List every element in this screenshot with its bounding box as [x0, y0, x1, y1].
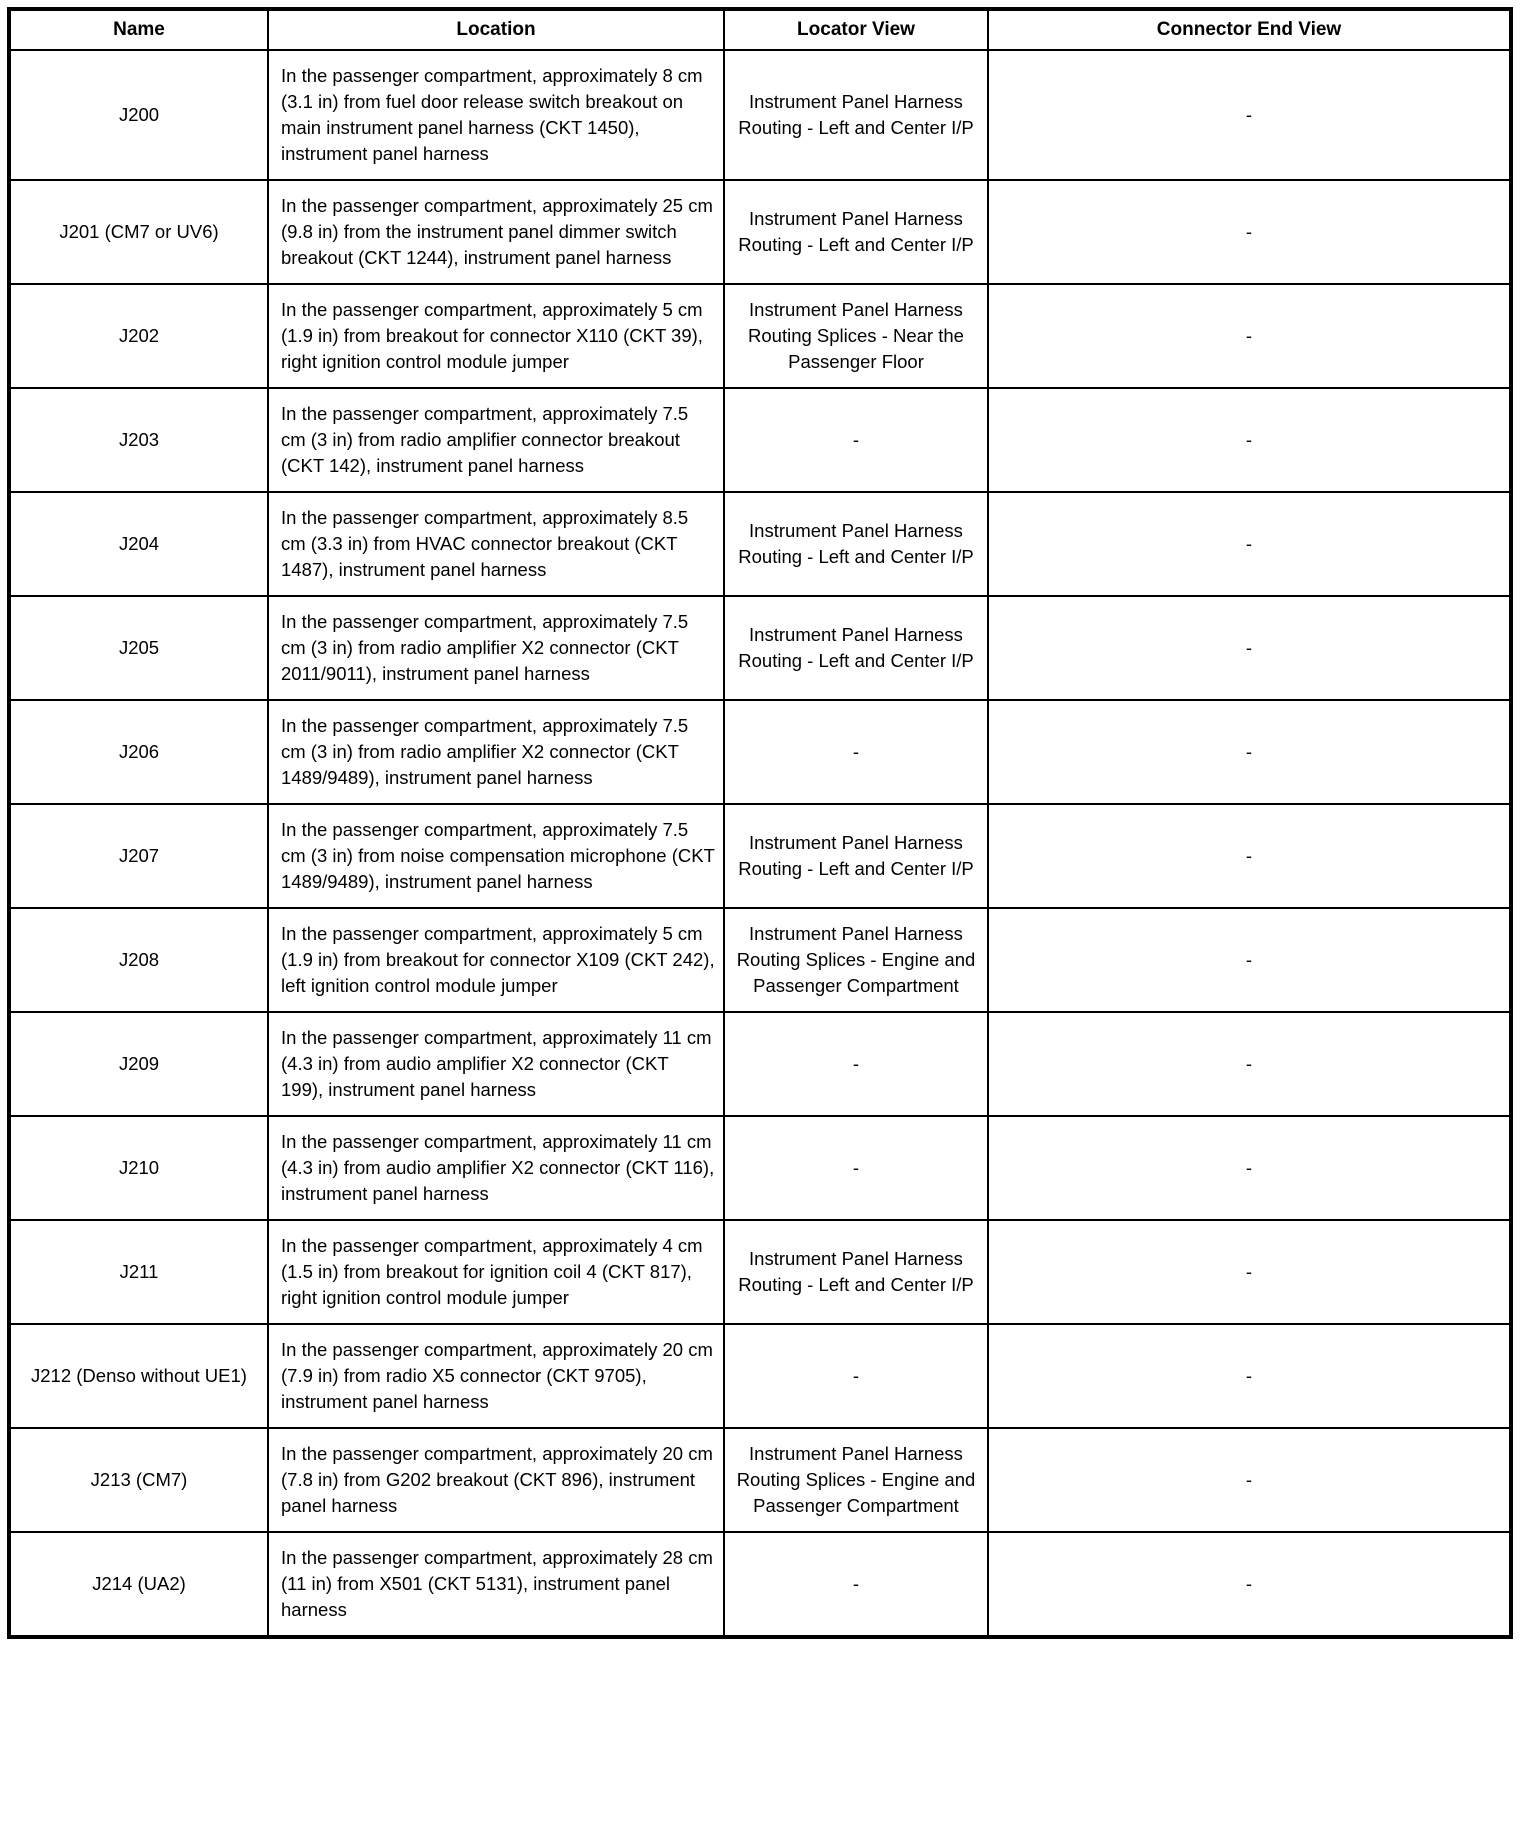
header-location: Location — [268, 9, 724, 50]
locator-view: Instrument Panel Harness Routing Splices - Engine and Passenger Compartment — [724, 1428, 988, 1532]
connector-location: In the passenger compartment, approximately 7.5 cm (3 in) from radio amplifier X2 connector (CKT 1489/9489), instrument panel harness — [268, 700, 724, 804]
connector-end-view: - — [988, 1428, 1511, 1532]
locator-view: Instrument Panel Harness Routing - Left and Center I/P — [724, 596, 988, 700]
table-row — [9, 284, 1511, 388]
connector-location: In the passenger compartment, approximately 20 cm (7.9 in) from radio X5 connector (CKT 9705), instrument panel harness — [268, 1324, 724, 1428]
connector-end-view: - — [988, 492, 1511, 596]
header-connector-end-view: Connector End View — [988, 9, 1511, 50]
connector-name: J203 — [9, 388, 268, 492]
connector-location: In the passenger compartment, approximately 28 cm (11 in) from X501 (CKT 5131), instrument panel harness — [268, 1532, 724, 1637]
connector-name: J213 (CM7) — [9, 1428, 268, 1532]
table-row — [9, 1220, 1511, 1324]
connector-end-view: - — [988, 1220, 1511, 1324]
connector-name: J207 — [9, 804, 268, 908]
connector-location: In the passenger compartment, approximately 20 cm (7.8 in) from G202 breakout (CKT 896), instrument panel harness — [268, 1428, 724, 1532]
locator-view: - — [724, 388, 988, 492]
connector-end-view: - — [988, 1324, 1511, 1428]
table-row — [9, 1012, 1511, 1116]
connector-location: In the passenger compartment, approximately 7.5 cm (3 in) from radio amplifier X2 connector (CKT 2011/9011), instrument panel harness — [268, 596, 724, 700]
connector-location: In the passenger compartment, approximately 7.5 cm (3 in) from noise compensation microphone (CKT 1489/9489), instrument panel harness — [268, 804, 724, 908]
locator-view: - — [724, 700, 988, 804]
connector-end-view: - — [988, 50, 1511, 180]
connector-name: J211 — [9, 1220, 268, 1324]
locator-view: Instrument Panel Harness Routing - Left and Center I/P — [724, 1220, 988, 1324]
table-body — [9, 50, 1511, 1637]
table-row — [9, 1428, 1511, 1532]
connector-end-view: - — [988, 804, 1511, 908]
locator-view: Instrument Panel Harness Routing - Left and Center I/P — [724, 804, 988, 908]
table-row — [9, 180, 1511, 284]
table-row — [9, 596, 1511, 700]
table-row — [9, 1324, 1511, 1428]
connector-name: J205 — [9, 596, 268, 700]
locator-view: Instrument Panel Harness Routing Splices - Engine and Passenger Compartment — [724, 908, 988, 1012]
connector-location: In the passenger compartment, approximately 11 cm (4.3 in) from audio amplifier X2 connector (CKT 116), instrument panel harness — [268, 1116, 724, 1220]
connector-location: In the passenger compartment, approximately 11 cm (4.3 in) from audio amplifier X2 connector (CKT 199), instrument panel harness — [268, 1012, 724, 1116]
connector-name: J208 — [9, 908, 268, 1012]
table-row — [9, 388, 1511, 492]
connector-end-view: - — [988, 284, 1511, 388]
connector-end-view: - — [988, 388, 1511, 492]
table-header-row — [9, 9, 1511, 50]
connector-name: J204 — [9, 492, 268, 596]
table-row — [9, 804, 1511, 908]
connector-name: J212 (Denso without UE1) — [9, 1324, 268, 1428]
connector-location: In the passenger compartment, approximately 5 cm (1.9 in) from breakout for connector X110 (CKT 39), right ignition control module jumper — [268, 284, 724, 388]
table-row — [9, 1532, 1511, 1637]
connector-end-view: - — [988, 180, 1511, 284]
table-row — [9, 50, 1511, 180]
connector-name: J209 — [9, 1012, 268, 1116]
table-row — [9, 908, 1511, 1012]
connector-name: J200 — [9, 50, 268, 180]
locator-view: Instrument Panel Harness Routing - Left and Center I/P — [724, 180, 988, 284]
connector-location: In the passenger compartment, approximately 25 cm (9.8 in) from the instrument panel dimmer switch breakout (CKT 1244), instrument panel harness — [268, 180, 724, 284]
locator-view: - — [724, 1116, 988, 1220]
connector-name: J210 — [9, 1116, 268, 1220]
locator-view: Instrument Panel Harness Routing - Left and Center I/P — [724, 492, 988, 596]
connector-location: In the passenger compartment, approximately 4 cm (1.5 in) from breakout for ignition coil 4 (CKT 817), right ignition control module jumper — [268, 1220, 724, 1324]
connector-end-view: - — [988, 700, 1511, 804]
connector-name: J214 (UA2) — [9, 1532, 268, 1637]
connector-location: In the passenger compartment, approximately 8 cm (3.1 in) from fuel door release switch breakout on main instrument panel harness (CKT 1450), instrument panel harness — [268, 50, 724, 180]
table-row — [9, 1116, 1511, 1220]
header-locator-view: Locator View — [724, 9, 988, 50]
locator-view: Instrument Panel Harness Routing - Left and Center I/P — [724, 50, 988, 180]
locator-view: - — [724, 1532, 988, 1637]
connector-end-view: - — [988, 596, 1511, 700]
connector-end-view: - — [988, 1012, 1511, 1116]
locator-view: - — [724, 1012, 988, 1116]
header-name: Name — [9, 9, 268, 50]
connector-name: J201 (CM7 or UV6) — [9, 180, 268, 284]
connector-name: J202 — [9, 284, 268, 388]
connector-name: J206 — [9, 700, 268, 804]
locator-view: - — [724, 1324, 988, 1428]
connector-end-view: - — [988, 908, 1511, 1012]
locator-view: Instrument Panel Harness Routing Splices - Near the Passenger Floor — [724, 284, 988, 388]
connector-location: In the passenger compartment, approximately 5 cm (1.9 in) from breakout for connector X109 (CKT 242), left ignition control module jumper — [268, 908, 724, 1012]
connector-end-view: - — [988, 1532, 1511, 1637]
connector-location: In the passenger compartment, approximately 8.5 cm (3.3 in) from HVAC connector breakout (CKT 1487), instrument panel harness — [268, 492, 724, 596]
connector-table — [7, 7, 1513, 1639]
table-row — [9, 492, 1511, 596]
connector-end-view: - — [988, 1116, 1511, 1220]
table-row — [9, 700, 1511, 804]
connector-location: In the passenger compartment, approximately 7.5 cm (3 in) from radio amplifier connector breakout (CKT 142), instrument panel harness — [268, 388, 724, 492]
